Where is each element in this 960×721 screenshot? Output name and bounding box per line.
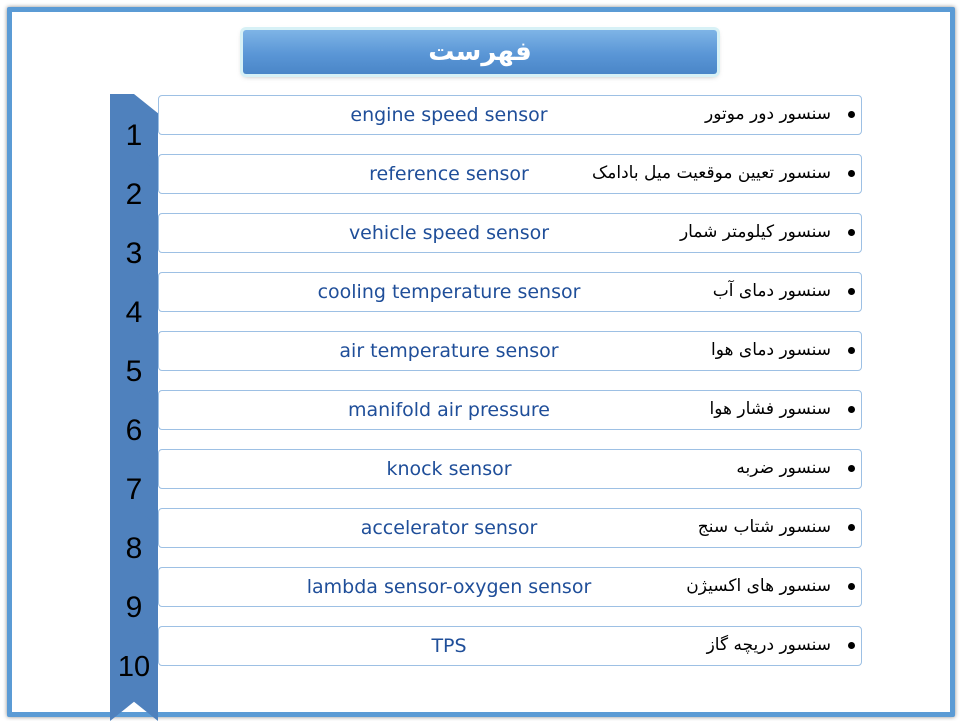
item-bar bbox=[158, 272, 862, 312]
persian-label: سنسور های اکسیژن bbox=[686, 576, 831, 596]
bullet-icon bbox=[848, 524, 855, 531]
persian-label: سنسور دمای آب bbox=[712, 281, 831, 301]
persian-label: سنسور شتاب سنج bbox=[697, 517, 831, 537]
list-item bbox=[110, 271, 866, 331]
bullet-icon bbox=[848, 347, 855, 354]
item-number: 1 bbox=[125, 119, 143, 152]
bullet-icon bbox=[848, 229, 855, 236]
item-number: 2 bbox=[125, 178, 143, 211]
english-label: vehicle speed sensor bbox=[348, 222, 550, 244]
item-number: 7 bbox=[125, 473, 143, 506]
english-label: reference sensor bbox=[369, 163, 529, 185]
list-item bbox=[110, 94, 866, 154]
list-item bbox=[110, 448, 866, 508]
bullet-icon bbox=[848, 170, 855, 177]
bullet-icon bbox=[848, 583, 855, 590]
persian-label: سنسور کیلومتر شمار bbox=[679, 222, 831, 242]
list-item bbox=[110, 389, 866, 449]
list-item bbox=[110, 566, 866, 626]
item-number: 4 bbox=[125, 296, 143, 329]
bullet-icon bbox=[848, 642, 855, 649]
list-item bbox=[110, 625, 866, 685]
english-label: knock sensor bbox=[386, 458, 512, 480]
persian-label: سنسور دمای هوا bbox=[711, 340, 831, 360]
item-bar bbox=[158, 213, 862, 253]
bullet-icon bbox=[848, 465, 855, 472]
item-bar bbox=[158, 390, 862, 430]
bullet-icon bbox=[848, 111, 855, 118]
item-number: 10 bbox=[117, 651, 151, 683]
english-label: manifold air pressure bbox=[347, 399, 550, 421]
bullet-icon bbox=[848, 288, 855, 295]
list-item bbox=[110, 153, 866, 213]
persian-label: سنسور دور موتور bbox=[705, 104, 831, 124]
english-label: TPS bbox=[431, 635, 467, 657]
persian-label: سنسور فشار هوا bbox=[709, 399, 831, 419]
item-bar bbox=[158, 95, 862, 135]
item-bar bbox=[158, 154, 862, 194]
title-box bbox=[243, 30, 717, 74]
english-label: cooling temperature sensor bbox=[317, 281, 581, 303]
persian-label: سنسور تعیین موقعیت میل بادامک bbox=[592, 163, 831, 183]
bullet-icon bbox=[848, 406, 855, 413]
list-item bbox=[110, 330, 866, 390]
english-label: engine speed sensor bbox=[350, 104, 548, 126]
item-number: 5 bbox=[125, 355, 143, 388]
english-label: air temperature sensor bbox=[339, 340, 559, 362]
page-title: فهرست bbox=[428, 37, 532, 67]
item-number: 3 bbox=[125, 237, 143, 270]
english-label: accelerator sensor bbox=[360, 517, 538, 539]
item-number: 9 bbox=[125, 591, 143, 624]
item-bar bbox=[158, 567, 862, 607]
item-bar bbox=[158, 626, 862, 666]
persian-label: سنسور ضربه bbox=[736, 458, 831, 478]
list-item bbox=[110, 212, 866, 272]
persian-label: سنسور دریچه گاز bbox=[706, 635, 831, 655]
item-number: 6 bbox=[125, 414, 143, 447]
list-item bbox=[110, 507, 866, 567]
item-bar bbox=[158, 449, 862, 489]
item-number: 8 bbox=[125, 532, 143, 565]
item-bar bbox=[158, 508, 862, 548]
english-label: lambda sensor-oxygen sensor bbox=[306, 576, 592, 598]
item-bar bbox=[158, 331, 862, 371]
